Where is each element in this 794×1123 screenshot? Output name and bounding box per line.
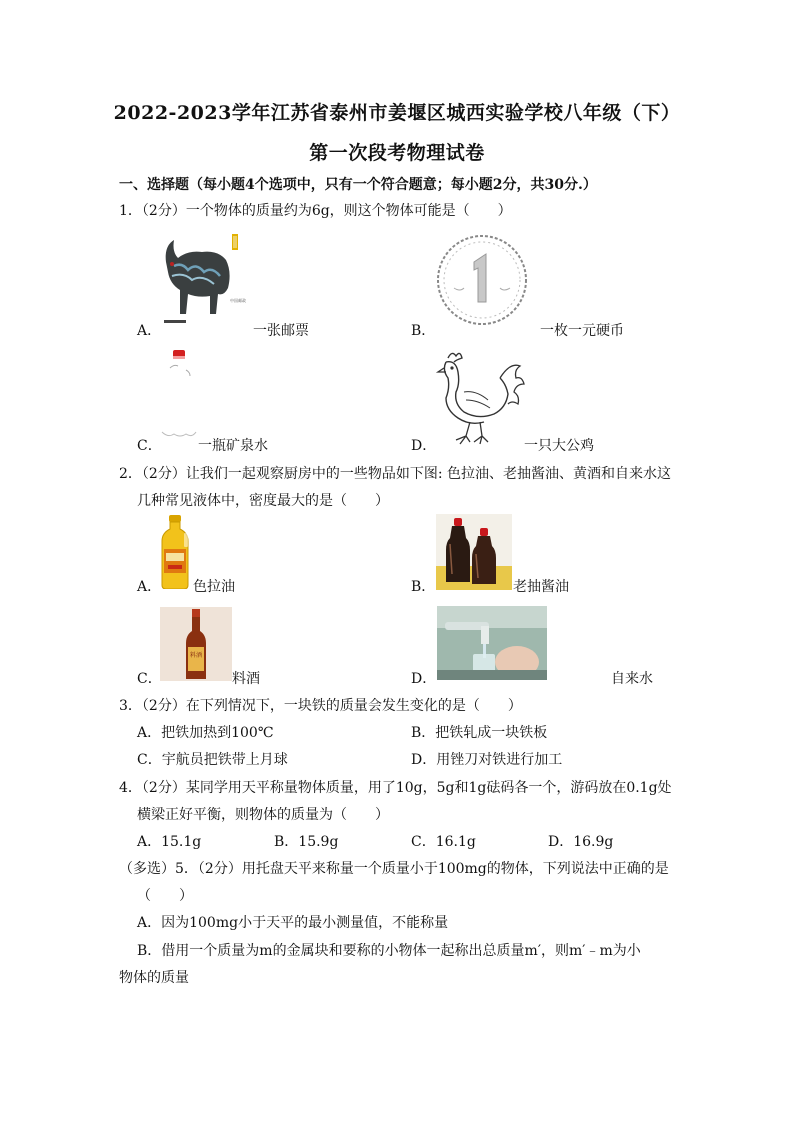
q2-option-d-text: 自来水: [611, 671, 653, 687]
rooster-image: [434, 348, 526, 446]
q4-option-b: B．15.9g: [274, 834, 339, 850]
q3-option-c: C．宇航员把铁带上月球: [137, 752, 288, 768]
q3-stem: 3．（2分）在下列情况下，一块铁的质量会发生变化的是（ ）: [119, 698, 522, 714]
soy-sauce-image: [436, 514, 512, 590]
section-heading: 一、选择题（每小题4个选项中，只有一个符合题意；每小题2分，共30分.）: [119, 177, 597, 193]
q5-stem-line1: （多选）5．（2分）用托盘天平来称量一个质量小于100mg的物体，下列说法中正确的是: [119, 861, 669, 877]
q4-option-d: D．16.9g: [548, 834, 614, 850]
q3-option-a: A．把铁加热到100℃: [137, 725, 274, 741]
q4-option-c: C．16.1g: [411, 834, 476, 850]
q5-option-b-line2: 物体的质量: [119, 970, 189, 986]
q2-option-c-text: 料酒: [232, 671, 260, 687]
q2-option-a-text: 色拉油: [193, 579, 235, 595]
q2-option-b-text: 老抽酱油: [513, 579, 569, 595]
exam-title-line2: 第一次段考物理试卷: [309, 142, 485, 164]
q5-option-a: A．因为100mg小于天平的最小测量值，不能称量: [137, 915, 449, 931]
cooking-wine-label: 料酒: [190, 652, 203, 659]
q4-option-a: A．15.1g: [137, 834, 202, 850]
q2-option-d-letter: D．: [411, 671, 437, 687]
q1-option-c-text: 一瓶矿泉水: [198, 438, 268, 454]
q5-option-b-line1: B．借用一个质量为m的金属块和要称的小物体一起称出总质量m′，则m′﹣m为小: [137, 943, 641, 959]
q1-option-c-letter: C．: [137, 438, 162, 454]
q3-option-b: B．把铁轧成一块铁板: [411, 725, 548, 741]
coin-image: [434, 232, 530, 328]
q1-option-b-letter: B．: [411, 323, 436, 339]
q2-stem-line2: 几种常见液体中，密度最大的是（ ）: [137, 493, 389, 509]
q1-option-d-text: 一只大公鸡: [524, 438, 594, 454]
oil-bottle-image: [158, 515, 192, 589]
ox-stamp-image: [158, 232, 250, 328]
q4-stem-line2: 横梁正好平衡，则物体的质量为（ ）: [137, 807, 389, 823]
water-bottle-image: [160, 346, 200, 440]
cooking-wine-image: [160, 607, 232, 681]
q1-option-b-text: 一枚一元硬币: [540, 323, 624, 339]
q1-option-a-letter: A．: [137, 323, 162, 339]
q2-option-b-letter: B．: [411, 579, 436, 595]
tap-water-image: [437, 606, 547, 680]
q2-stem-line1: 2．（2分）让我们一起观察厨房中的一些物品如下图: 色拉油、老抽酱油、黄酒和自来水这: [119, 466, 671, 482]
exam-title-line1: 2022-2023学年江苏省泰州市姜堰区城西实验学校八年级（下）: [113, 102, 681, 124]
svg-text:中国邮政: 中国邮政: [230, 298, 246, 303]
q2-option-c-letter: C．: [137, 671, 162, 687]
q4-stem-line1: 4．（2分）某同学用天平称量物体质量，用了10g，5g和1g砝码各一个，游码放在0.1g处: [119, 780, 672, 796]
q3-option-d: D．用锉刀对铁进行加工: [411, 752, 563, 768]
q2-option-a-letter: A．: [137, 579, 162, 595]
q1-option-d-letter: D．: [411, 438, 437, 454]
q1-stem: 1．（2分）一个物体的质量约为6g，则这个物体可能是（ ）: [119, 203, 512, 219]
q5-stem-line2: （ ）: [137, 888, 193, 904]
q1-option-a-text: 一张邮票: [253, 323, 309, 339]
